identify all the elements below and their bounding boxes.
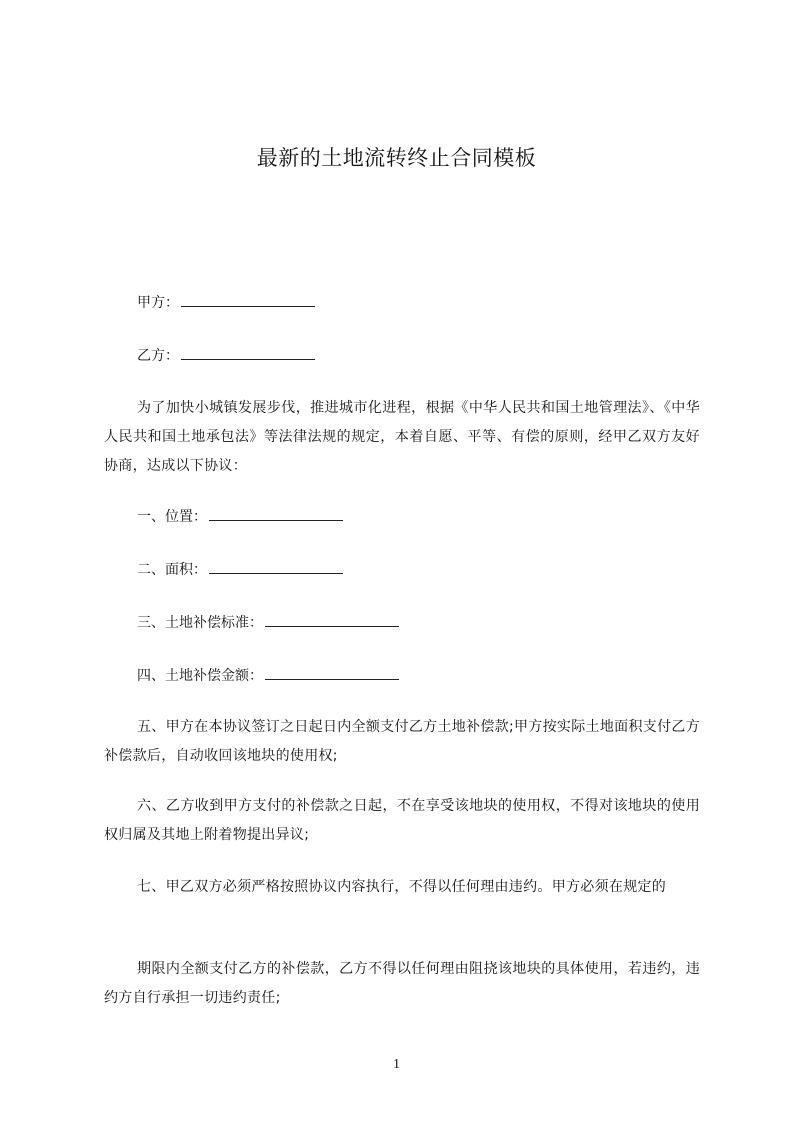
area-label: 二、面积： <box>137 562 207 578</box>
clause-6: 六、乙方收到甲方支付的补偿款之日起，不在享受该地块的使用权，不得对该地块的使用权归属及其地上附着物提出异议; <box>104 798 700 843</box>
intro-paragraph: 为了加快小城镇发展步伐，推进城市化进程，根据《中华人民共和国土地管理法》、《中华人民共和国土地承包法》等法律法规的规定，本着自愿、平等、有偿的原则，经甲乙双方友好协商，达成以下协议： <box>104 400 700 474</box>
compensation-standard-label: 三、土地补偿标准： <box>137 615 263 631</box>
compensation-standard-field <box>137 613 399 631</box>
area-field <box>137 560 343 578</box>
page-number: 1 <box>393 1057 400 1072</box>
compensation-amount-blank[interactable] <box>265 666 399 680</box>
clause-5: 五、甲方在本协议签订之日起日内全额支付乙方土地补偿款;甲方按实际土地面积支付乙方补偿款后，自动收回该地块的使用权; <box>104 719 700 764</box>
party-b-blank[interactable] <box>181 346 315 360</box>
party-a-blank[interactable] <box>181 293 315 307</box>
document-title: 最新的土地流转终止合同模板 <box>256 146 537 170</box>
location-field <box>137 507 343 525</box>
location-label: 一、位置： <box>137 509 207 525</box>
party-a-field <box>137 293 315 311</box>
clause-7-continuation: 期限内全额支付乙方的补偿款，乙方不得以任何理由阻挠该地块的具体使用，若违约，违约方自行承担一切违约责任; <box>104 961 700 1006</box>
party-b-label: 乙方： <box>137 348 179 364</box>
compensation-amount-field <box>137 666 399 684</box>
party-a-label: 甲方： <box>137 295 179 311</box>
clause-7: 七、甲乙双方必须严格按照协议内容执行，不得以任何理由违约。甲方必须在规定的 <box>137 879 667 895</box>
compensation-standard-blank[interactable] <box>265 613 399 627</box>
area-blank[interactable] <box>209 560 343 574</box>
compensation-amount-label: 四、土地补偿金额： <box>137 668 263 684</box>
party-b-field <box>137 346 315 364</box>
location-blank[interactable] <box>209 507 343 521</box>
